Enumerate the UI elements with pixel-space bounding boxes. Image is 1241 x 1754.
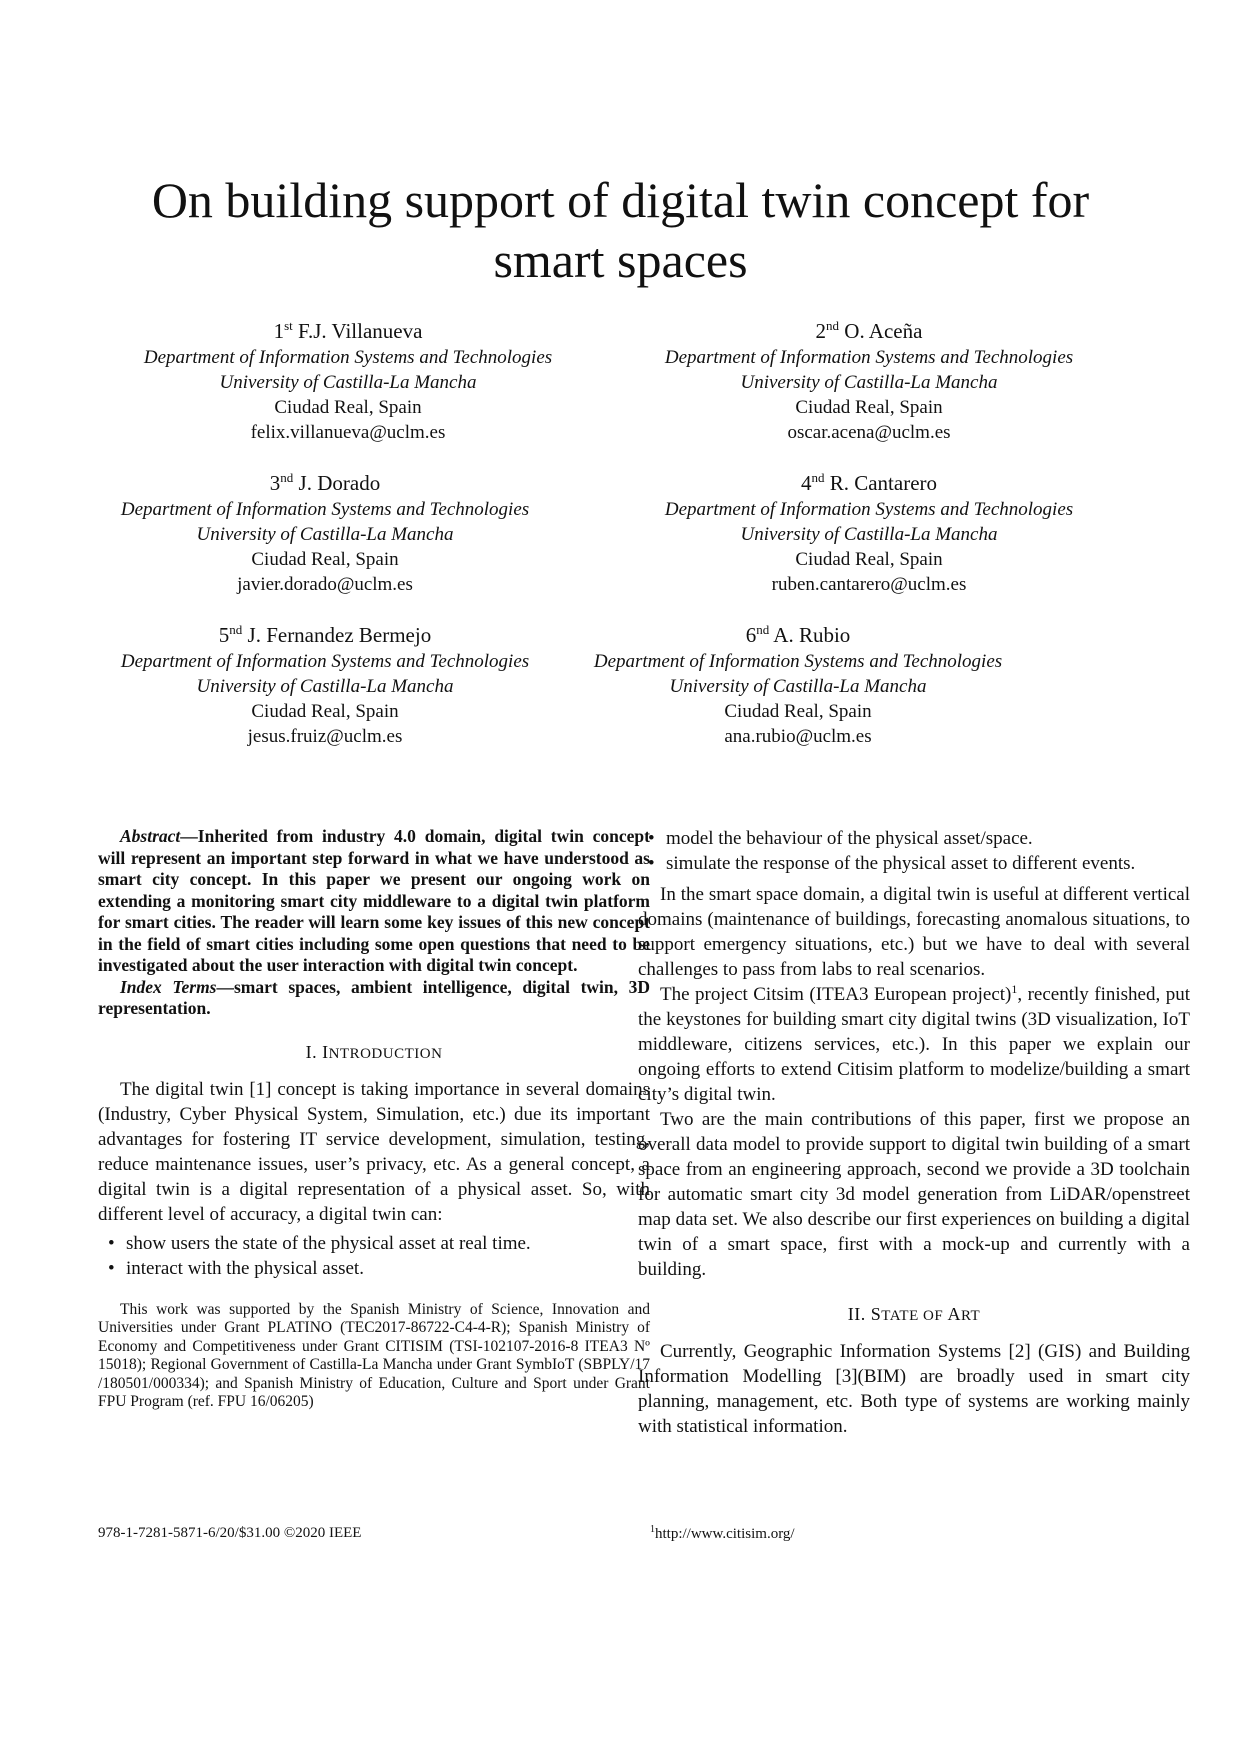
- capabilities-list-right: [638, 826, 1190, 876]
- author-email: ruben.cantarero@uclm.es: [771, 574, 967, 595]
- title-line-1: On building support of digital twin concept for: [151, 172, 1090, 228]
- author-block-6: [518, 616, 1078, 749]
- author-department: Department of Information Systems and Technologies: [143, 347, 553, 368]
- author-city: Ciudad Real, Spain: [251, 549, 399, 570]
- author-email: felix.villanueva@uclm.es: [250, 422, 446, 443]
- funding-note: This work was supported by the Spanish Ministry of Science, Innovation and Universities under Grant PLATINO (TEC2017-86722-C4-4-R); Spanish Ministry of Economy and Competitiveness under Grant CITISIM (TSI-102107-2016-8 ITEA3 Nº 15018); Regional Government of Castilla-La Mancha under Grant SymbIoT (SBPLY/17 /180501/000334); and Spanish Ministry of Education, Culture and Sport under Grant FPU Program (ref. FPU 16/06205): [98, 1300, 650, 1410]
- author-email: ana.rubio@uclm.es: [724, 726, 872, 747]
- author-city: Ciudad Real, Spain: [274, 397, 422, 418]
- section-heading-introduction: I. INTRODUCTION: [305, 1041, 443, 1062]
- author-department: Department of Information Systems and Technologies: [664, 499, 1074, 520]
- author-city: Ciudad Real, Spain: [795, 397, 943, 418]
- author-email: javier.dorado@uclm.es: [237, 574, 413, 595]
- author-block-2: [589, 312, 1149, 445]
- author-city: Ciudad Real, Spain: [724, 701, 872, 722]
- list-item: • simulate the response of the physical asset to different events.: [666, 851, 1190, 876]
- paragraph: In the smart space domain, a digital twin is useful at different vertical domains (maintenance of buildings, forecasting anomalous situations, to support emergency situations, etc.) but we have to deal with several challenges to pass from labs to real scenarios.: [638, 884, 1190, 980]
- author-name: 3nd J. Dorado: [269, 470, 381, 495]
- author-block-1: [68, 312, 628, 445]
- author-department: Department of Information Systems and Technologies: [664, 347, 1074, 368]
- author-name: 5nd J. Fernandez Bermejo: [218, 622, 432, 647]
- author-block-3: [45, 464, 605, 597]
- author-name: 1st F.J. Villanueva: [273, 318, 423, 343]
- author-name: 6nd A. Rubio: [745, 622, 851, 647]
- copyright-footer: 978-1-7281-5871-6/20/$31.00 ©2020 IEEE: [98, 1525, 362, 1541]
- section-heading-state-of-art: II. STATE OF ART: [847, 1304, 981, 1324]
- title-line-2: smart spaces: [493, 232, 748, 288]
- author-department: Department of Information Systems and Technologies: [593, 651, 1003, 672]
- paragraph: The project Citsim (ITEA3 European project)$^1$, recently finished, put the keystones for building smart city digital twins (3D visualization, IoT middleware, citizens services, etc.). In this paper we explain our ongoing efforts to extend Citisim platform to modelize/building a smart city’s digital twin.: [638, 982, 1190, 1105]
- author-email: jesus.fruiz@uclm.es: [247, 726, 403, 747]
- paper-title: [0, 170, 1241, 290]
- author-university: University of Castilla-La Mancha: [196, 676, 454, 697]
- intro-paragraph: The digital twin [1] concept is taking importance in several domains (Industry, Cyber Physical System, Simulation, etc.) due its important advantages for fostering IT service development, simulation, testing, reduce maintenance issues, user’s privacy, etc. As a general concept, a digital twin is a digital representation of a physical asset. So, with different level of accuracy, a digital twin can:: [98, 1078, 650, 1225]
- left-column: [98, 826, 650, 1412]
- list-item: • model the behaviour of the physical asset/space.: [666, 826, 1190, 851]
- author-university: University of Castilla-La Mancha: [740, 524, 998, 545]
- right-column: [638, 826, 1190, 1439]
- author-name: 2nd O. Aceña: [815, 318, 923, 343]
- paragraph: Two are the main contributions of this paper, first we propose an overall data model to provide support to digital twin building of a smart space from an engineering approach, second we provide a 3D toolchain for automatic smart city 3d model generation from LiDAR/openstreet map data set. We also describe our first experiences on building a digital twin of a smart space, first with a mock-up and currently with a building.: [638, 1109, 1190, 1280]
- author-university: University of Castilla-La Mancha: [219, 372, 477, 393]
- paragraph: Currently, Geographic Information Systems [2] (GIS) and Building Information Modelling [3](BIM) are broadly used in smart city planning, management, etc. Both type of systems are working mainly with statistical information.: [638, 1341, 1190, 1437]
- list-item: • interact with the physical asset.: [126, 1256, 650, 1281]
- footnote-marker: 1: [1011, 982, 1018, 996]
- author-city: Ciudad Real, Spain: [251, 701, 399, 722]
- author-department: Department of Information Systems and Technologies: [120, 499, 530, 520]
- author-city: Ciudad Real, Spain: [795, 549, 943, 570]
- author-department: Department of Information Systems and Technologies: [120, 651, 530, 672]
- author-university: University of Castilla-La Mancha: [740, 372, 998, 393]
- footnote: $^1$http://www.citisim.org/: [650, 1524, 795, 1542]
- list-item: • show users the state of the physical asset at real time.: [126, 1231, 650, 1256]
- abstract: Abstract—Inherited from industry 4.0 domain, digital twin concept will represent an important step forward in what we have understood as smart city concept. In this paper we present our ongoing work on extending a monitoring smart city middleware to a digital twin platform for smart cities. The reader will learn some key issues of this new concept in the field of smart cities including some open questions that need to be investigated about the user interaction with digital twin concept.: [98, 826, 650, 975]
- author-name: 4nd R. Cantarero: [800, 470, 938, 495]
- index-terms: Index Terms—smart spaces, ambient intelligence, digital twin, 3D representation.: [98, 976, 650, 1018]
- capabilities-list-left: [98, 1231, 650, 1281]
- author-block-4: [589, 464, 1149, 597]
- author-university: University of Castilla-La Mancha: [196, 524, 454, 545]
- author-email: oscar.acena@uclm.es: [787, 422, 951, 443]
- author-university: University of Castilla-La Mancha: [669, 676, 927, 697]
